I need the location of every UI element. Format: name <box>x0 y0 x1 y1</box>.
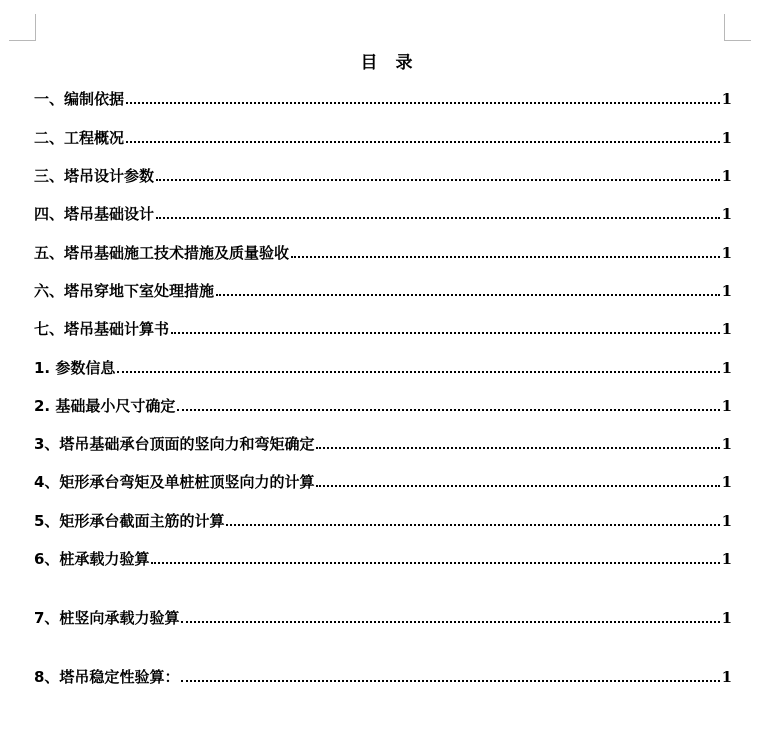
toc-leader-dots <box>216 294 720 296</box>
toc-entry-label: 七、塔吊基础计算书 <box>34 320 170 338</box>
toc-entry[interactable] <box>34 161 732 185</box>
toc-leader-dots <box>151 562 719 564</box>
toc-entry[interactable] <box>34 506 732 530</box>
toc-entry-label: 二、工程概况 <box>34 129 125 147</box>
toc-entry-label: 一、编制依据 <box>34 90 125 108</box>
toc-page-number: 1 <box>721 512 732 530</box>
toc-entry[interactable] <box>34 467 732 491</box>
toc-leader-dots <box>156 179 720 181</box>
toc-page-number: 1 <box>721 435 732 453</box>
toc-page-number: 1 <box>721 609 732 627</box>
toc-leader-dots <box>117 371 719 373</box>
toc-entry[interactable] <box>34 199 732 223</box>
page-corner-mark-top-left <box>9 14 36 41</box>
toc-leader-dots <box>126 141 720 143</box>
toc-entry[interactable] <box>34 391 732 415</box>
toc-page-number: 1 <box>721 397 732 415</box>
page-corner-mark-top-right <box>724 14 751 41</box>
toc-page-number: 1 <box>721 473 732 491</box>
toc-entry[interactable] <box>34 429 732 453</box>
toc-entry[interactable] <box>34 603 732 627</box>
toc-leader-dots <box>291 256 720 258</box>
toc-entry-label: 5、矩形承台截面主筋的计算 <box>34 512 225 530</box>
toc-entry[interactable] <box>34 544 732 568</box>
toc-entry-label: 4、矩形承台弯矩及单桩桩顶竖向力的计算 <box>34 473 315 491</box>
toc-leader-dots <box>181 680 719 682</box>
toc-entry-label: 四、塔吊基础设计 <box>34 205 155 223</box>
toc-entry[interactable] <box>34 276 732 300</box>
toc-leader-dots <box>156 217 720 219</box>
toc-page-number: 1 <box>721 320 732 338</box>
toc-leader-dots <box>316 485 719 487</box>
toc-entry-label: 3、塔吊基础承台顶面的竖向力和弯矩确定 <box>34 435 315 453</box>
toc-entry[interactable] <box>34 123 732 147</box>
toc-entry-label: 7、桩竖向承载力验算 <box>34 609 180 627</box>
toc-entry-label: 六、塔吊穿地下室处理措施 <box>34 282 215 300</box>
toc-page-number: 1 <box>721 244 732 262</box>
toc-entry-label: 三、塔吊设计参数 <box>34 167 155 185</box>
toc-page-number: 1 <box>721 90 732 108</box>
toc-page-number: 1 <box>721 205 732 223</box>
toc-entry[interactable] <box>34 662 732 686</box>
toc-entry[interactable] <box>34 238 732 262</box>
toc-entry[interactable] <box>34 314 732 338</box>
toc-entry-label: 2. 基础最小尺寸确定 <box>34 397 176 415</box>
toc-page-number: 1 <box>721 550 732 568</box>
toc-entry-label: 五、塔吊基础施工技术措施及质量验收 <box>34 244 290 262</box>
toc-entry-label: 6、桩承载力验算 <box>34 550 150 568</box>
toc-leader-dots <box>226 524 719 526</box>
toc-entry[interactable] <box>34 84 732 108</box>
toc-entry[interactable] <box>34 353 732 377</box>
toc-page-number: 1 <box>721 282 732 300</box>
toc-leader-dots <box>171 332 720 334</box>
toc-page-number: 1 <box>721 668 732 686</box>
toc-page-number: 1 <box>721 167 732 185</box>
toc-leader-dots <box>316 447 719 449</box>
toc-page-number: 1 <box>721 359 732 377</box>
toc-leader-dots <box>126 102 720 104</box>
toc-entry-label: 8、塔吊稳定性验算： <box>34 668 180 686</box>
toc-title: 目 录 <box>360 53 419 73</box>
toc-entry-label: 1. 参数信息 <box>34 359 116 377</box>
toc-page-number: 1 <box>721 129 732 147</box>
toc-leader-dots <box>181 621 719 623</box>
toc-leader-dots <box>177 409 719 411</box>
